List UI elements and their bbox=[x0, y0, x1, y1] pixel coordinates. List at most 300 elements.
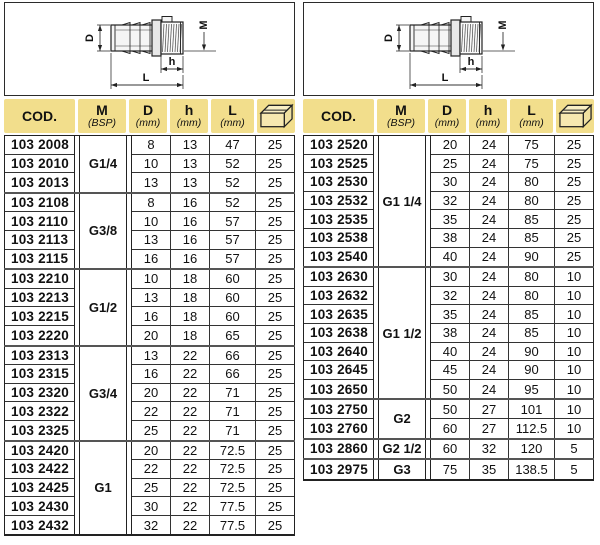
l-value: 47 bbox=[210, 136, 256, 154]
cod-value: 103 2008 bbox=[5, 136, 74, 155]
fitting-drawing-right bbox=[303, 2, 594, 96]
qty-value: 25 bbox=[267, 347, 283, 363]
table-row bbox=[132, 516, 294, 535]
h-value: 22 bbox=[171, 479, 210, 497]
h-value: 22 bbox=[171, 460, 210, 478]
qty-value: 25 bbox=[267, 403, 283, 419]
qty-value: 25 bbox=[566, 230, 582, 246]
d-value: 30 bbox=[431, 173, 470, 191]
h-value: 24 bbox=[470, 248, 509, 267]
l-value: 52 bbox=[210, 194, 256, 212]
qty-value: 25 bbox=[267, 442, 283, 458]
qty-value: 5 bbox=[570, 441, 578, 457]
thread-size-cell: G2 1/2 bbox=[378, 440, 426, 459]
qty-value: 25 bbox=[267, 327, 283, 343]
cod-value: 103 2632 bbox=[304, 287, 373, 306]
dimension-columns bbox=[131, 347, 295, 440]
header-cell-d: D (mm) bbox=[428, 99, 466, 133]
cod-value: 103 2432 bbox=[11, 517, 69, 533]
spec-panel-right bbox=[303, 2, 594, 481]
d-value: 20 bbox=[132, 384, 171, 402]
table-header-right bbox=[303, 99, 594, 133]
l-value: 77.5 bbox=[210, 516, 256, 535]
cod-value: 103 2532 bbox=[304, 192, 373, 211]
header-cell-qty bbox=[556, 99, 594, 133]
header-cell-cod: COD. bbox=[303, 99, 374, 133]
h-value: 22 bbox=[171, 384, 210, 402]
h-value: 24 bbox=[470, 136, 509, 154]
l-value: 120 bbox=[509, 440, 555, 459]
header-cell-qty bbox=[257, 99, 295, 133]
qty-value: 10 bbox=[566, 343, 582, 359]
cod-value: 103 2220 bbox=[11, 327, 69, 343]
spec-table-left bbox=[4, 135, 295, 536]
cod-value: 103 2325 bbox=[11, 422, 69, 438]
thread-size-cell: G1 1/2 bbox=[378, 268, 426, 398]
table-row bbox=[132, 307, 294, 326]
cod-value: 103 2975 bbox=[310, 461, 368, 477]
qty-value: 10 bbox=[566, 420, 582, 436]
h-value: 18 bbox=[171, 326, 210, 345]
l-value: 57 bbox=[210, 250, 256, 269]
d-value: 16 bbox=[132, 307, 171, 325]
d-value: 60 bbox=[431, 419, 470, 438]
table-row bbox=[132, 365, 294, 384]
qty-value: 25 bbox=[267, 232, 283, 248]
table-row bbox=[132, 479, 294, 498]
table-row bbox=[132, 442, 294, 461]
h-value: 24 bbox=[470, 287, 509, 305]
thread-size-cell: G1 1/4 bbox=[378, 136, 426, 266]
thread-size-cell: G1/2 bbox=[79, 270, 127, 344]
thread-size-group bbox=[303, 438, 594, 459]
header-cell-m: M (BSP) bbox=[78, 99, 126, 133]
cod-value: 103 2213 bbox=[5, 289, 74, 308]
cod-value: 103 2422 bbox=[5, 460, 74, 479]
spec-table-right bbox=[303, 135, 594, 481]
d-value: 50 bbox=[431, 400, 470, 418]
h-value: 24 bbox=[470, 343, 509, 361]
fitting-diagram bbox=[304, 3, 592, 94]
l-value: 66 bbox=[210, 365, 256, 383]
qty-value: 25 bbox=[267, 308, 283, 324]
cod-value: 103 2110 bbox=[5, 212, 74, 231]
table-row bbox=[431, 287, 593, 306]
cod-value: 103 2638 bbox=[304, 324, 373, 343]
l-value: 60 bbox=[210, 307, 256, 325]
h-value: 32 bbox=[470, 440, 509, 459]
qty-value: 25 bbox=[566, 249, 582, 265]
cod-value: 103 2630 bbox=[304, 268, 373, 287]
cod-value: 103 2535 bbox=[304, 210, 373, 229]
table-row bbox=[431, 305, 593, 324]
qty-value: 10 bbox=[566, 381, 582, 397]
cod-value: 103 2010 bbox=[5, 155, 74, 174]
d-value: 30 bbox=[132, 497, 171, 515]
cod-column bbox=[4, 136, 75, 192]
d-value: 13 bbox=[132, 347, 171, 365]
dimension-columns bbox=[430, 268, 594, 398]
qty-value: 25 bbox=[566, 155, 582, 171]
thread-size-group bbox=[303, 458, 594, 481]
table-row bbox=[431, 210, 593, 229]
h-value: 13 bbox=[171, 173, 210, 192]
h-value: 22 bbox=[171, 347, 210, 365]
table-row bbox=[132, 289, 294, 308]
qty-value: 25 bbox=[267, 251, 283, 267]
h-value: 35 bbox=[470, 460, 509, 479]
h-value: 24 bbox=[470, 155, 509, 173]
spec-panel-left bbox=[4, 2, 295, 536]
h-value: 24 bbox=[470, 229, 509, 247]
l-value: 72.5 bbox=[210, 479, 256, 497]
table-row bbox=[132, 250, 294, 269]
d-value: 75 bbox=[431, 460, 470, 479]
header-cell-h: h (mm) bbox=[469, 99, 507, 133]
d-value: 38 bbox=[431, 229, 470, 247]
qty-value: 5 bbox=[570, 461, 578, 477]
l-value: 80 bbox=[509, 287, 555, 305]
qty-value: 25 bbox=[267, 137, 283, 153]
table-header-left bbox=[4, 99, 295, 133]
thread-size-group bbox=[4, 268, 295, 344]
d-value: 13 bbox=[132, 231, 171, 249]
h-value: 24 bbox=[470, 361, 509, 379]
header-cell-l: L (mm) bbox=[211, 99, 254, 133]
l-value: 80 bbox=[509, 192, 555, 210]
l-value: 138.5 bbox=[509, 460, 555, 479]
thread-size-group bbox=[303, 135, 594, 266]
h-value: 22 bbox=[171, 365, 210, 383]
d-value: 35 bbox=[431, 305, 470, 323]
l-value: 90 bbox=[509, 343, 555, 361]
h-value: 22 bbox=[171, 402, 210, 420]
l-value: 72.5 bbox=[210, 460, 256, 478]
d-value: 20 bbox=[132, 326, 171, 345]
h-value: 24 bbox=[470, 268, 509, 286]
l-value: 80 bbox=[509, 268, 555, 286]
cod-value: 103 2430 bbox=[5, 497, 74, 516]
qty-value: 25 bbox=[267, 422, 283, 438]
table-row bbox=[132, 136, 294, 155]
d-value: 35 bbox=[431, 210, 470, 228]
cod-value: 103 2115 bbox=[11, 251, 69, 267]
cod-value: 103 2860 bbox=[310, 441, 368, 457]
table-row bbox=[132, 347, 294, 366]
cod-value: 103 2530 bbox=[304, 173, 373, 192]
h-value: 16 bbox=[171, 231, 210, 249]
table-row bbox=[132, 326, 294, 345]
qty-value: 10 bbox=[566, 269, 582, 285]
dimension-columns bbox=[430, 440, 594, 459]
d-value: 32 bbox=[132, 516, 171, 535]
table-row bbox=[431, 268, 593, 287]
qty-value: 25 bbox=[267, 479, 283, 495]
dim-label-l: L bbox=[142, 72, 150, 84]
qty-value: 25 bbox=[267, 213, 283, 229]
h-value: 16 bbox=[171, 250, 210, 269]
h-value: 24 bbox=[470, 305, 509, 323]
h-value: 24 bbox=[470, 173, 509, 191]
l-value: 85 bbox=[509, 210, 555, 228]
thread-size-group bbox=[4, 440, 295, 537]
qty-value: 10 bbox=[566, 325, 582, 341]
cod-value: 103 2313 bbox=[5, 347, 74, 366]
l-value: 77.5 bbox=[210, 497, 256, 515]
dimension-columns bbox=[131, 194, 295, 268]
table-row bbox=[132, 194, 294, 213]
l-value: 57 bbox=[210, 231, 256, 249]
qty-value: 25 bbox=[566, 174, 582, 190]
table-row bbox=[431, 400, 593, 419]
dim-label-h: h bbox=[168, 56, 176, 68]
table-row bbox=[431, 419, 593, 438]
cod-value: 103 2640 bbox=[304, 343, 373, 362]
h-value: 24 bbox=[470, 192, 509, 210]
dimension-columns bbox=[131, 270, 295, 344]
thread-size-cell: G2 bbox=[378, 400, 426, 437]
l-value: 60 bbox=[210, 270, 256, 288]
d-value: 13 bbox=[132, 173, 171, 192]
l-value: 52 bbox=[210, 173, 256, 192]
l-value: 90 bbox=[509, 361, 555, 379]
h-value: 18 bbox=[171, 270, 210, 288]
table-row bbox=[132, 231, 294, 250]
d-value: 8 bbox=[132, 194, 171, 212]
carton-box-icon bbox=[259, 103, 294, 129]
thread-size-group bbox=[4, 192, 295, 268]
d-value: 10 bbox=[132, 270, 171, 288]
h-value: 27 bbox=[470, 400, 509, 418]
l-value: 72.5 bbox=[210, 442, 256, 460]
d-value: 40 bbox=[431, 343, 470, 361]
thread-size-cell: G3/8 bbox=[79, 194, 127, 268]
cod-column bbox=[303, 268, 374, 398]
table-row bbox=[132, 402, 294, 421]
h-value: 13 bbox=[171, 155, 210, 173]
qty-value: 25 bbox=[267, 517, 283, 533]
l-value: 71 bbox=[210, 421, 256, 440]
cod-column bbox=[303, 460, 374, 479]
qty-value: 25 bbox=[267, 195, 283, 211]
thread-size-group bbox=[4, 345, 295, 440]
d-value: 25 bbox=[132, 421, 171, 440]
qty-value: 25 bbox=[566, 211, 582, 227]
l-value: 66 bbox=[210, 347, 256, 365]
thread-size-cell: G3/4 bbox=[79, 347, 127, 440]
cod-value: 103 2520 bbox=[304, 136, 373, 155]
l-value: 52 bbox=[210, 155, 256, 173]
qty-value: 25 bbox=[267, 174, 283, 190]
h-value: 22 bbox=[171, 442, 210, 460]
d-value: 45 bbox=[431, 361, 470, 379]
l-value: 57 bbox=[210, 212, 256, 230]
cod-value: 103 2215 bbox=[5, 307, 74, 326]
d-value: 10 bbox=[132, 155, 171, 173]
cod-value: 103 2322 bbox=[5, 402, 74, 421]
qty-value: 25 bbox=[267, 155, 283, 171]
cod-value: 103 2525 bbox=[304, 155, 373, 174]
cod-column bbox=[303, 440, 374, 459]
fitting-diagram bbox=[5, 3, 293, 94]
d-value: 30 bbox=[431, 268, 470, 286]
table-row bbox=[132, 270, 294, 289]
l-value: 71 bbox=[210, 384, 256, 402]
d-value: 32 bbox=[431, 192, 470, 210]
dim-label-d: D bbox=[84, 34, 96, 42]
qty-value: 10 bbox=[566, 362, 582, 378]
cod-value: 103 2635 bbox=[304, 305, 373, 324]
d-value: 22 bbox=[132, 460, 171, 478]
cod-value: 103 2420 bbox=[5, 442, 74, 461]
dim-label-l: L bbox=[441, 72, 449, 84]
l-value: 60 bbox=[210, 289, 256, 307]
dimension-columns bbox=[430, 136, 594, 266]
cod-value: 103 2538 bbox=[304, 229, 373, 248]
header-cell-h: h (mm) bbox=[170, 99, 208, 133]
table-row bbox=[431, 192, 593, 211]
l-value: 90 bbox=[509, 248, 555, 267]
cod-value: 103 2315 bbox=[5, 365, 74, 384]
table-row bbox=[431, 380, 593, 399]
table-row bbox=[431, 361, 593, 380]
cod-column bbox=[303, 400, 374, 437]
table-row bbox=[132, 421, 294, 440]
qty-value: 10 bbox=[566, 288, 582, 304]
h-value: 22 bbox=[171, 421, 210, 440]
dimension-columns bbox=[430, 460, 594, 479]
h-value: 22 bbox=[171, 516, 210, 535]
cod-value: 103 2760 bbox=[310, 420, 368, 436]
table-row bbox=[132, 173, 294, 192]
h-value: 18 bbox=[171, 289, 210, 307]
table-row bbox=[431, 248, 593, 267]
table-row bbox=[431, 324, 593, 343]
l-value: 75 bbox=[509, 155, 555, 173]
table-row bbox=[431, 440, 593, 459]
h-value: 16 bbox=[171, 194, 210, 212]
h-value: 22 bbox=[171, 497, 210, 515]
d-value: 16 bbox=[132, 365, 171, 383]
dim-label-m: M bbox=[198, 20, 210, 30]
cod-value: 103 2645 bbox=[304, 361, 373, 380]
d-value: 20 bbox=[431, 136, 470, 154]
l-value: 65 bbox=[210, 326, 256, 345]
table-row bbox=[431, 155, 593, 174]
h-value: 24 bbox=[470, 324, 509, 342]
qty-value: 10 bbox=[566, 306, 582, 322]
d-value: 50 bbox=[431, 380, 470, 399]
l-value: 80 bbox=[509, 173, 555, 191]
qty-value: 10 bbox=[566, 401, 582, 417]
cod-column bbox=[4, 194, 75, 268]
h-value: 13 bbox=[171, 136, 210, 154]
thread-size-cell: G1 bbox=[79, 442, 127, 535]
table-row bbox=[132, 497, 294, 516]
cod-value: 103 2210 bbox=[5, 270, 74, 289]
dimension-columns bbox=[430, 400, 594, 437]
l-value: 85 bbox=[509, 305, 555, 323]
dimension-columns bbox=[131, 442, 295, 535]
thread-size-group bbox=[4, 135, 295, 192]
header-cell-l: L (mm) bbox=[510, 99, 553, 133]
qty-value: 25 bbox=[267, 366, 283, 382]
h-value: 18 bbox=[171, 307, 210, 325]
l-value: 85 bbox=[509, 324, 555, 342]
thread-size-cell: G1/4 bbox=[79, 136, 127, 192]
d-value: 25 bbox=[431, 155, 470, 173]
cod-value: 103 2113 bbox=[5, 231, 74, 250]
dimension-columns bbox=[131, 136, 295, 192]
h-value: 16 bbox=[171, 212, 210, 230]
d-value: 38 bbox=[431, 324, 470, 342]
thread-size-group bbox=[303, 266, 594, 398]
cod-column bbox=[303, 136, 374, 266]
qty-value: 25 bbox=[267, 461, 283, 477]
table-row bbox=[431, 343, 593, 362]
h-value: 24 bbox=[470, 380, 509, 399]
cod-value: 103 2540 bbox=[310, 249, 368, 265]
d-value: 10 bbox=[132, 212, 171, 230]
table-row bbox=[431, 229, 593, 248]
qty-value: 25 bbox=[566, 193, 582, 209]
table-row bbox=[431, 173, 593, 192]
header-cell-d: D (mm) bbox=[129, 99, 167, 133]
cod-value: 103 2750 bbox=[304, 400, 373, 419]
table-row bbox=[431, 460, 593, 479]
fitting-drawing-left bbox=[4, 2, 295, 96]
qty-value: 25 bbox=[566, 137, 582, 153]
header-cell-cod: COD. bbox=[4, 99, 75, 133]
cod-value: 103 2650 bbox=[310, 381, 368, 397]
l-value: 112.5 bbox=[509, 419, 555, 438]
table-row bbox=[132, 212, 294, 231]
h-value: 24 bbox=[470, 210, 509, 228]
l-value: 85 bbox=[509, 229, 555, 247]
d-value: 16 bbox=[132, 250, 171, 269]
d-value: 20 bbox=[132, 442, 171, 460]
thread-size-group bbox=[303, 398, 594, 437]
qty-value: 25 bbox=[267, 271, 283, 287]
carton-box-icon bbox=[558, 103, 593, 129]
dim-label-h: h bbox=[467, 56, 475, 68]
cod-value: 103 2108 bbox=[5, 194, 74, 213]
qty-value: 25 bbox=[267, 498, 283, 514]
d-value: 22 bbox=[132, 402, 171, 420]
thread-size-cell: G3 bbox=[378, 460, 426, 479]
d-value: 60 bbox=[431, 440, 470, 459]
header-cell-m: M (BSP) bbox=[377, 99, 425, 133]
table-row bbox=[132, 384, 294, 403]
cod-value: 103 2320 bbox=[5, 384, 74, 403]
h-value: 27 bbox=[470, 419, 509, 438]
table-row bbox=[431, 136, 593, 155]
cod-value: 103 2013 bbox=[11, 174, 69, 190]
d-value: 32 bbox=[431, 287, 470, 305]
cod-column bbox=[4, 270, 75, 344]
cod-column bbox=[4, 442, 75, 535]
l-value: 75 bbox=[509, 136, 555, 154]
d-value: 40 bbox=[431, 248, 470, 267]
l-value: 71 bbox=[210, 402, 256, 420]
l-value: 101 bbox=[509, 400, 555, 418]
table-row bbox=[132, 460, 294, 479]
l-value: 95 bbox=[509, 380, 555, 399]
qty-value: 25 bbox=[267, 290, 283, 306]
cod-value: 103 2425 bbox=[5, 479, 74, 498]
d-value: 25 bbox=[132, 479, 171, 497]
dim-label-m: M bbox=[497, 20, 509, 30]
